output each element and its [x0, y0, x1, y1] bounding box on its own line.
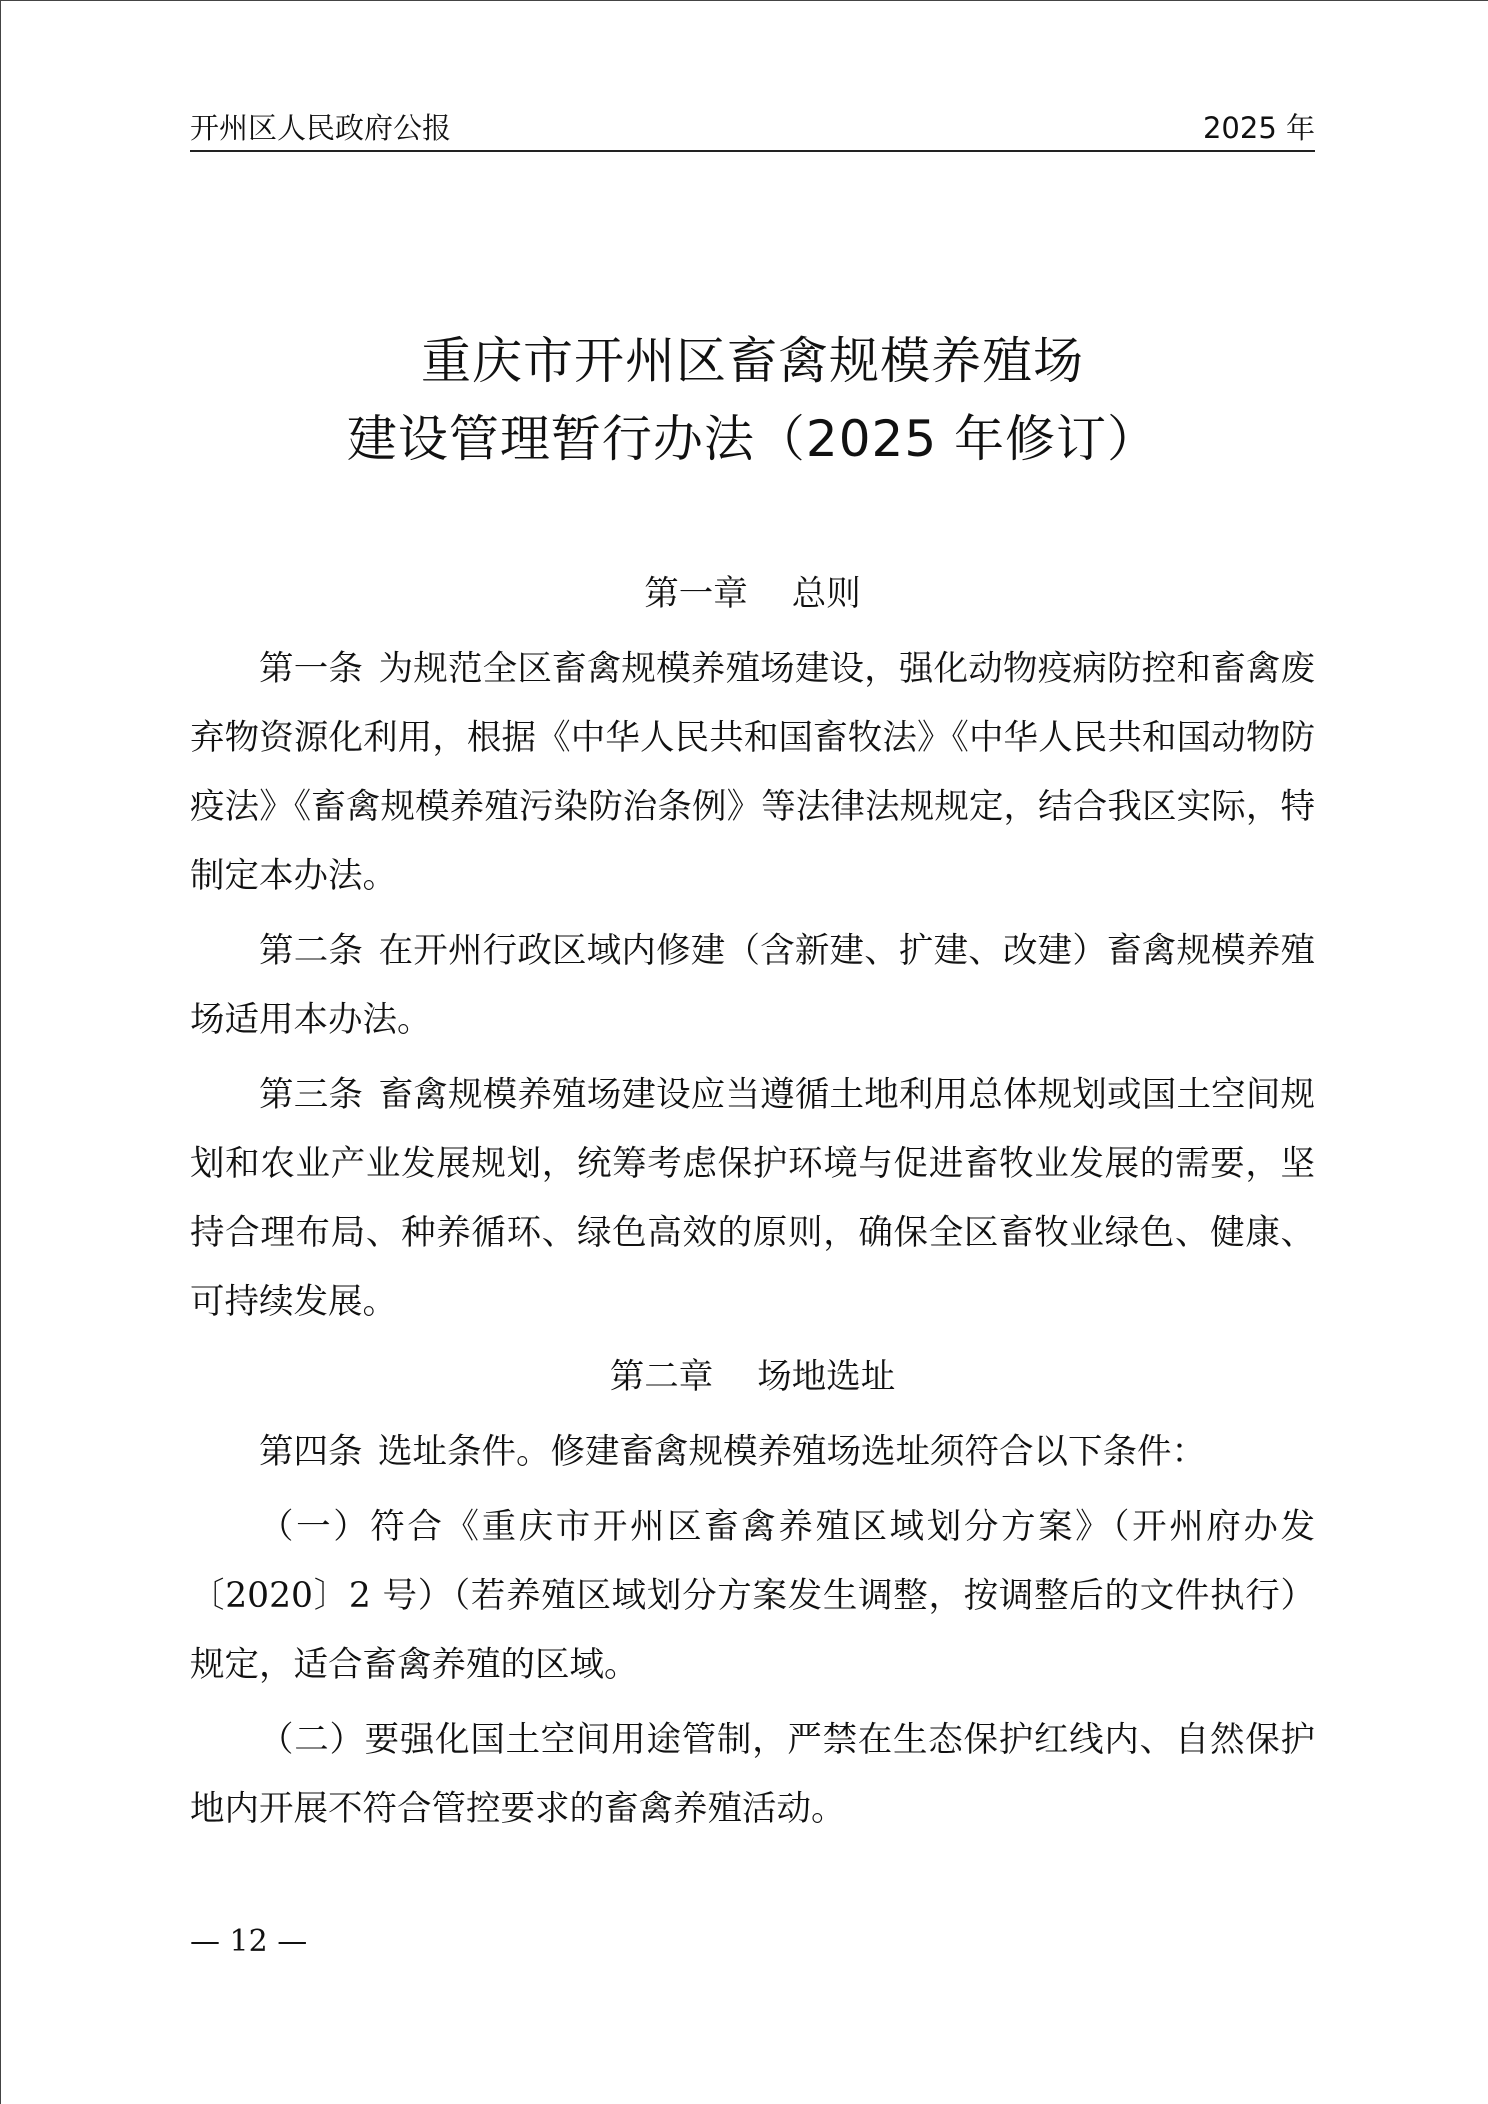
chapter-number: 第一章 [644, 574, 748, 614]
article-text: 畜禽规模养殖场建设应当遵循土地利用总体规划或国土空间规划和农业产业发展规划，统筹考虑保护环境与促进畜牧业发展的需要，坚持合理布局、种养循环、绿色高效的原则，确保全区畜牧业绿色、健康、可持续发展。 [190, 1075, 1316, 1322]
chapter-name: 总则 [791, 574, 861, 614]
article-3 [190, 1061, 1315, 1337]
article-label: 第三条 [259, 1075, 364, 1115]
chapter-heading-1 [190, 560, 1315, 629]
document-title [190, 322, 1315, 478]
article-text: 选址条件。修建畜禽规模养殖场选址须符合以下条件： [378, 1432, 1207, 1472]
publication-year: 2025 年 [1202, 111, 1315, 145]
article-label: 第四条 [259, 1432, 363, 1472]
article-text: 为规范全区畜禽规模养殖场建设，强化动物疫病防控和畜禽废弃物资源化利用，根据《中华人民共和国畜牧法》《中华人民共和国动物防疫法》《畜禽规模养殖污染防治条例》等法律法规规定，结合我区实际，特制定本办法。 [190, 649, 1316, 896]
article-4 [190, 1418, 1315, 1487]
article-1 [190, 635, 1315, 911]
chapter-heading-2 [190, 1343, 1315, 1412]
title-line-2: 建设管理暂行办法（2025 年修订） [346, 410, 1159, 468]
chapter-name: 场地选址 [757, 1357, 896, 1397]
document-body [190, 558, 1315, 1850]
article-2 [190, 917, 1315, 1055]
publication-name: 开州区人民政府公报 [190, 111, 452, 145]
article-label: 第二条 [259, 931, 364, 971]
article-4-item-2 [190, 1706, 1315, 1844]
item-text: （二）要强化国土空间用途管制，严禁在生态保护红线内、自然保护地内开展不符合管控要求的畜禽养殖活动。 [190, 1720, 1315, 1829]
article-text: 在开州行政区域内修建（含新建、扩建、改建）畜禽规模养殖场适用本办法。 [190, 931, 1316, 1040]
item-text: （一）符合《重庆市开州区畜禽养殖区域划分方案》（开州府办发〔2020〕2 号）（若养殖区域划分方案发生调整，按调整后的文件执行）规定，适合畜禽养殖的区域。 [190, 1507, 1315, 1685]
article-4-item-1 [190, 1493, 1315, 1700]
page-header [190, 108, 1315, 152]
chapter-number: 第二章 [609, 1357, 714, 1397]
page-number: — 12 — [190, 1924, 308, 1959]
article-label: 第一条 [259, 649, 364, 689]
title-line-1: 重庆市开州区畜禽规模养殖场 [421, 332, 1084, 390]
